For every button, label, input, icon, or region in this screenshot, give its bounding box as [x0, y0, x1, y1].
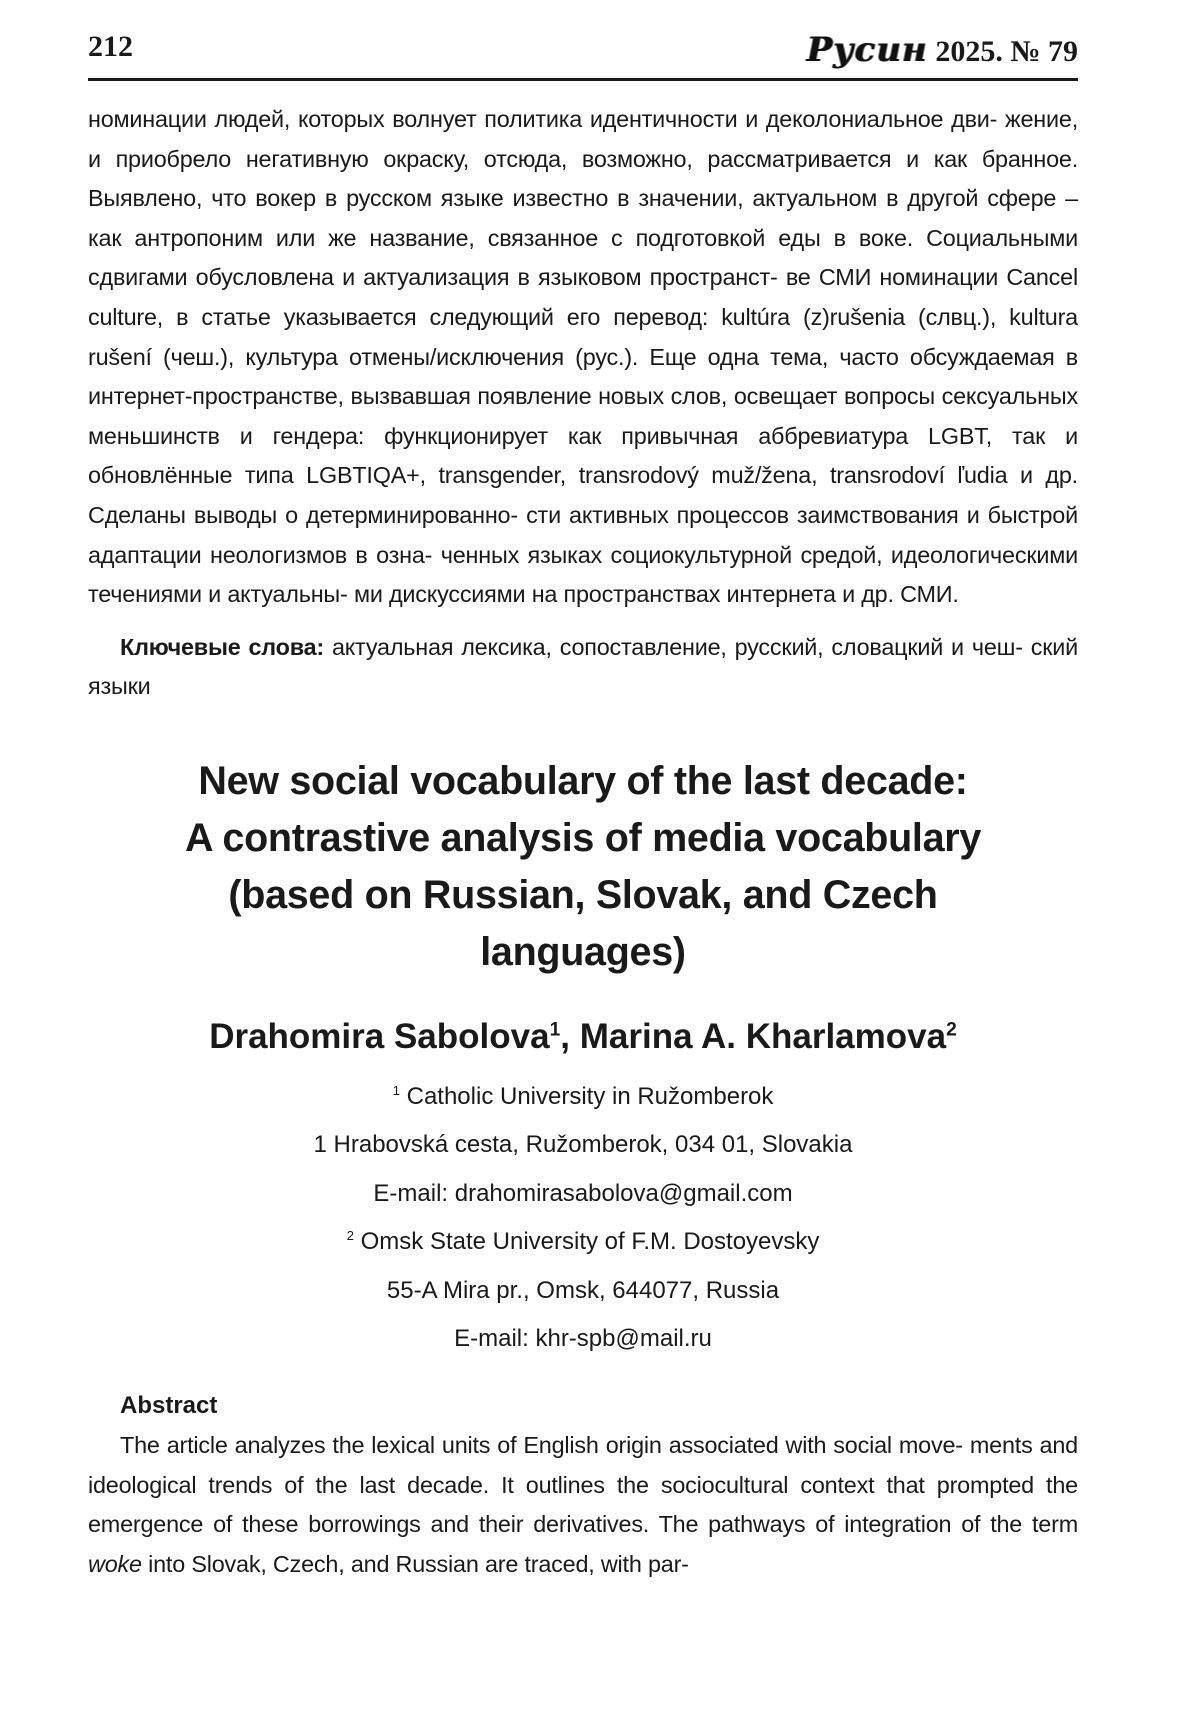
text-line: ми дискуссиями на пространствах интернета и др. СМИ. [353, 581, 959, 608]
page-content [88, 100, 1078, 1584]
keywords-text: актуальная лексика, сопоставление, русский, словацкий и чеш- [331, 633, 1023, 660]
text-line: that prompted the emergence of these borrowings and their derivatives. The pathways [88, 1471, 1078, 1538]
text-line: жение, и приобрело негативную окраску, отсюда, возможно, рассматривается и как [88, 106, 1078, 172]
keywords [88, 628, 1078, 707]
text-line: номинации людей, которых волнует политика идентичности и деколониальное дви- [88, 106, 998, 132]
english-article-title [88, 753, 1078, 981]
text-line: другой сфере – как антропоним или же название, связанное с подготовкой еды в [88, 185, 1078, 251]
affiliation-text: Omsk State University of F.M. Dostoyevsky [360, 1228, 820, 1256]
title-line: A contrastive analysis of media vocabulary [184, 815, 981, 860]
affiliations [88, 1073, 1078, 1364]
title-line: languages) [480, 929, 686, 974]
keywords-label: Ключевые слова: [120, 633, 325, 660]
affiliation-text: 1 Hrabovská cesta, Ružomberok, 034 01, Slovakia [313, 1131, 853, 1159]
abstract-text [88, 1426, 1078, 1584]
text-line: новых слов, освещает вопросы сексуальных меньшинств и гендера: функционирует [88, 383, 1078, 449]
affiliation-line [88, 1121, 1078, 1170]
title-line: New social vocabulary of the last decade: [198, 758, 968, 803]
text-line: воке. Социальными сдвигами обусловлена и актуализация в языковом пространст- [88, 224, 1078, 291]
author-name: Drahomira Sabolova [209, 1016, 550, 1056]
journal-running-head [807, 30, 1078, 70]
text-line: сти активных процессов заимствования и быстрой адаптации неологизмов в озна- [88, 501, 1078, 568]
text-line: ве СМИ номинации Cancel culture, в статье указывается следующий его перевод: [88, 264, 1078, 330]
authors [88, 1015, 1078, 1059]
text-line: бранное. Выявлено, что вокер в русском языке известно в значении, актуальном в [88, 145, 1078, 212]
keywords-text: ский языки [88, 633, 1078, 700]
affiliation-line [88, 1170, 1078, 1219]
author-affiliation-mark: 2 [946, 1019, 957, 1041]
text-line: transrodový muž/žena, transrodoví ľudia и др. Сделаны выводы о детерминированно- [88, 462, 1078, 528]
text-line: Еще одна тема, часто обсуждаемая в интернет-пространстве, вызвавшая появление [88, 343, 1078, 410]
page-number: 212 [88, 30, 133, 63]
text-line: как привычная аббревиатура LGBT, так и обновлённые типа LGBTIQA+, transgender, [88, 422, 1078, 489]
italic-term: woke [88, 1550, 142, 1577]
text-line: kultúra (z)rušenia (слвц.), kultura rušení (чеш.), культура отмены/исключения (рус.). [88, 303, 1078, 370]
affiliation-email: E-mail: khr-spb@mail.ru [454, 1325, 712, 1353]
text-line: The article analyzes the lexical units of English origin associated with social move- [120, 1431, 963, 1458]
affiliation-text: Catholic University in Ružomberok [406, 1082, 774, 1110]
text-line: into Slovak, Czech, and Russian are traced, with par- [141, 1550, 689, 1577]
affiliation-text: 55-A Mira pr., Omsk, 644077, Russia [386, 1276, 780, 1304]
affiliation-email: E-mail: drahomirasabolova@gmail.com [373, 1179, 793, 1207]
author-separator: , [560, 1016, 580, 1056]
affiliation-line [88, 1073, 1078, 1122]
author-name: Marina A. Kharlamova [579, 1016, 947, 1056]
text-line: of integration of the term [815, 1511, 1078, 1538]
journal-logo: Русин [806, 30, 928, 70]
title-line: (based on Russian, Slovak, and Czech [228, 872, 938, 917]
russian-abstract-text [88, 100, 1078, 615]
affiliation-line [88, 1315, 1078, 1364]
abstract-heading: Abstract [120, 1391, 218, 1419]
page-header [88, 26, 1078, 81]
affiliation-line [88, 1218, 1078, 1267]
text-line: ченных языках социокультурной средой, идеологическими течениями и актуальны- [88, 541, 1078, 608]
text-line: ments and ideological trends of the last decade. It outlines the sociocultural context [88, 1431, 1078, 1498]
affiliation-line [88, 1267, 1078, 1316]
affiliation-mark: 1 [392, 1082, 400, 1098]
affiliation-mark: 2 [346, 1228, 354, 1244]
author-affiliation-mark: 1 [549, 1019, 561, 1041]
journal-issue: 2025. № 79 [935, 35, 1078, 68]
